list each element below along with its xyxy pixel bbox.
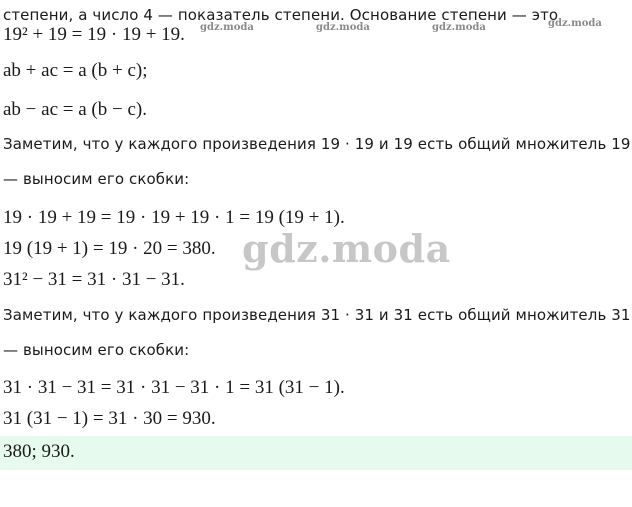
note-19: Заметим, что у каждого произведения 19 · 19 и 19 есть общий множитель 19 — [3, 135, 631, 153]
watermark-small-3: gdz.moda — [432, 22, 486, 33]
watermark-large: gdz.moda — [242, 226, 451, 271]
top-line: степени, а число 4 — показатель степени. Основание степени — это — [3, 6, 559, 24]
equation-31-result: 31 (31 − 1) = 31 · 30 = 930. — [3, 408, 216, 429]
equation-19-factor: 19 · 19 + 19 = 19 · 19 + 19 · 1 = 19 (19 + 1). — [3, 207, 345, 228]
note-31-continued: — выносим его скобки: — [3, 341, 190, 359]
note-31: Заметим, что у каждого произведения 31 · 31 и 31 есть общий множитель 31 — [3, 306, 631, 324]
watermark-small-4: gdz.moda — [548, 18, 602, 29]
equation-intro: 19² + 19 = 19 · 19 + 19. — [3, 24, 185, 45]
answer-text: 380; 930. — [3, 441, 75, 462]
note-19-continued: — выносим его скобки: — [3, 170, 190, 188]
rule-sum: ab + ac = a (b + c); — [3, 60, 148, 81]
watermark-small-2: gdz.moda — [316, 22, 370, 33]
equation-19-result: 19 (19 + 1) = 19 · 20 = 380. — [3, 238, 216, 259]
watermark-small-1: gdz.moda — [200, 22, 254, 33]
rule-difference: ab − ac = a (b − c). — [3, 99, 147, 120]
answer-box — [0, 436, 632, 470]
equation-31-intro: 31² − 31 = 31 · 31 − 31. — [3, 269, 185, 290]
equation-31-factor: 31 · 31 − 31 = 31 · 31 − 31 · 1 = 31 (31 − 1). — [3, 377, 345, 398]
